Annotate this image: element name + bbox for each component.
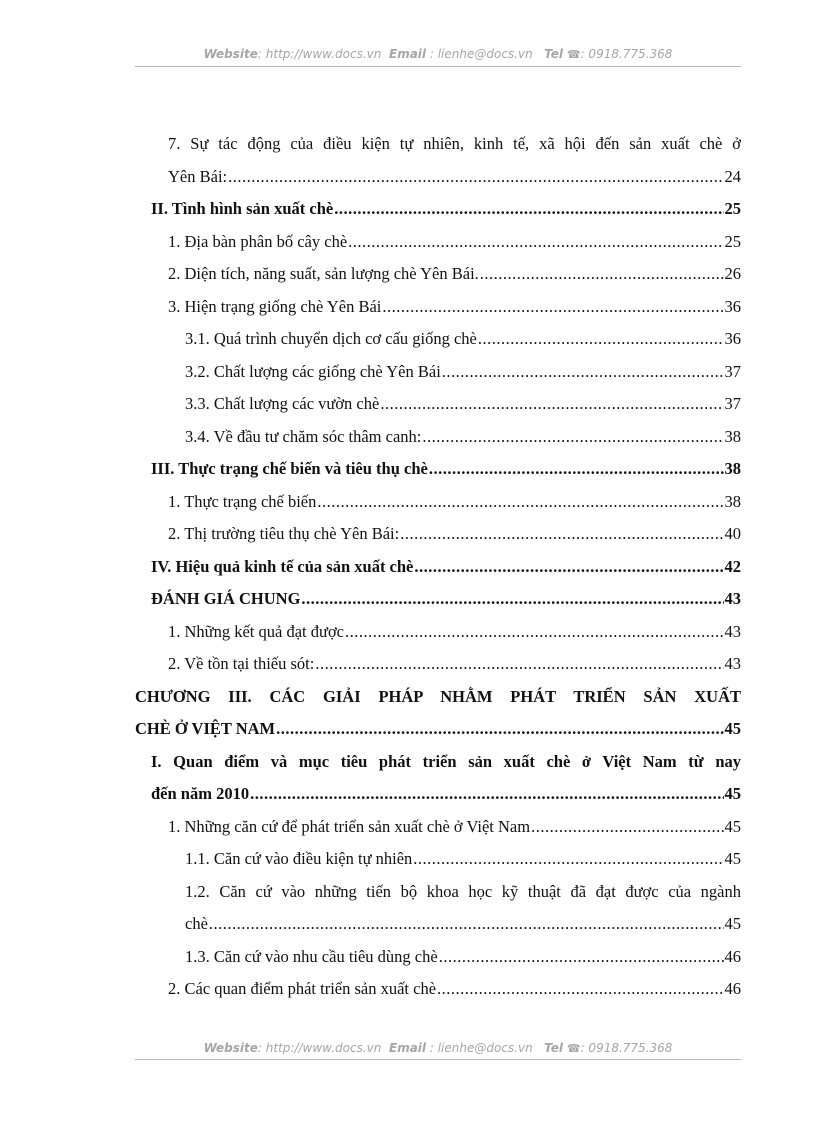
toc-entry-text: CHƯƠNG III. CÁC GIẢI PHÁP NHẰM PHÁT TRIỂN SẢN XUẤT: [135, 686, 741, 706]
leader-dots: [442, 362, 724, 382]
toc-page-number: 45: [724, 849, 741, 869]
footer-website-label: Website: [203, 1041, 258, 1055]
toc-entry-19[interactable]: [135, 811, 741, 844]
toc-page-number: 43: [724, 654, 741, 674]
leader-dots: [413, 849, 723, 869]
footer-email-label: Email: [389, 1041, 427, 1055]
toc-entry-21-line2[interactable]: [135, 908, 741, 941]
toc-entry-text: 2. Diện tích, năng suất, sản lượng chè Yên Bái.: [168, 264, 479, 284]
toc-entry-9[interactable]: [135, 421, 741, 454]
toc-entry-21-line1[interactable]: [135, 876, 741, 909]
toc-entry-16[interactable]: [135, 648, 741, 681]
toc-page-number: 45: [724, 816, 741, 836]
header-email-label: Email: [389, 47, 427, 61]
toc-page-number: 25: [724, 231, 741, 251]
toc-entry-text: I. Quan điểm và mục tiêu phát triển sản xuất chè ở Việt Nam từ nay: [151, 751, 741, 771]
toc-entry-20[interactable]: [135, 843, 741, 876]
toc-entry-text: III. Thực trạng chế biến và tiêu thụ chè: [151, 459, 428, 479]
toc-entry-text: II. Tình hình sản xuất chè: [151, 199, 334, 219]
leader-dots: [334, 199, 723, 219]
toc-page-number: 45: [724, 784, 741, 804]
header-website-label: Website: [203, 47, 258, 61]
toc-entry-text: 3.2. Chất lượng các giống chè Yên Bái: [185, 361, 441, 381]
footer-email-value[interactable]: : lienhe@docs.vn: [429, 1041, 533, 1055]
toc-entry-6[interactable]: [135, 323, 741, 356]
toc-page-number: 45: [724, 719, 741, 739]
toc-entry-5[interactable]: [135, 291, 741, 324]
header-website-value[interactable]: : http://www.docs.vn: [257, 47, 382, 61]
toc-entry-2[interactable]: [135, 193, 741, 226]
toc-entry-text: 1. Những kết quả đạt được: [168, 621, 344, 641]
page-header: [135, 47, 741, 61]
toc-entry-7[interactable]: [135, 356, 741, 389]
header-tel-value: : 0918.775.368: [580, 47, 673, 61]
leader-dots: [348, 232, 723, 252]
toc-entry-text: 1.2. Căn cứ vào những tiến bộ khoa học kỹ thuật đã đạt được của ngành: [185, 881, 741, 901]
page-footer: [135, 1041, 741, 1055]
leader-dots: [276, 719, 723, 739]
leader-dots: [345, 622, 724, 642]
toc-entry-1-line2[interactable]: [135, 161, 741, 194]
toc-entry-8[interactable]: [135, 388, 741, 421]
toc-entry-text: 1.3. Căn cứ vào nhu cầu tiêu dùng chè: [185, 946, 438, 966]
leader-dots: [209, 914, 724, 934]
toc-entry-14[interactable]: [135, 583, 741, 616]
leader-dots: [380, 394, 723, 414]
toc-page-number: 40: [724, 524, 741, 544]
toc-entry-11[interactable]: [135, 486, 741, 519]
toc-page-number: 46: [724, 979, 741, 999]
toc-entry-17-line2[interactable]: [135, 713, 741, 746]
toc-entry-22[interactable]: [135, 941, 741, 974]
leader-dots: [429, 459, 724, 479]
toc-page-number: 36: [724, 329, 741, 349]
toc-page-number: 36: [724, 296, 741, 316]
leader-dots: [400, 524, 723, 544]
leader-dots: [531, 817, 723, 837]
leader-dots: [317, 492, 723, 512]
toc-entry-text: 1. Địa bàn phân bố cây chè: [168, 231, 348, 251]
toc-page-number: 37: [724, 361, 741, 381]
leader-dots: [301, 589, 723, 609]
toc-page-number: 43: [724, 621, 741, 641]
leader-dots: [228, 167, 723, 187]
footer-website-value[interactable]: : http://www.docs.vn: [257, 1041, 382, 1055]
toc-entry-text: chè: [185, 914, 208, 934]
toc-entry-text: 3.1. Quá trình chuyển dịch cơ cấu giống chè: [185, 329, 477, 349]
toc-entry-3[interactable]: [135, 226, 741, 259]
header-tel-label: Tel: [544, 47, 564, 61]
leader-dots: [422, 427, 723, 447]
toc-entry-text: 1. Những căn cứ để phát triển sản xuất chè ở Việt Nam: [168, 816, 531, 836]
leader-dots: [480, 264, 724, 284]
toc-entry-15[interactable]: [135, 616, 741, 649]
toc-entry-text: 3.3. Chất lượng các vườn chè: [185, 394, 380, 414]
toc-entry-text: 1.1. Căn cứ vào điều kiện tự nhiên: [185, 849, 413, 869]
leader-dots: [250, 784, 723, 804]
toc-entry-18-line1[interactable]: [135, 746, 741, 779]
leader-dots: [478, 329, 724, 349]
footer-rule: [135, 1059, 741, 1060]
toc-page-number: 25: [724, 199, 741, 219]
toc-entry-13[interactable]: [135, 551, 741, 584]
toc-entry-text: IV. Hiệu quả kinh tế của sản xuất chè: [151, 556, 414, 576]
toc-entry-text: ĐÁNH GIÁ CHUNG: [151, 589, 301, 609]
toc-entry-text: 2. Về tồn tại thiếu sót:: [168, 654, 315, 674]
toc-entry-text: 1. Thực trạng chế biến: [168, 491, 317, 511]
toc-entry-12[interactable]: [135, 518, 741, 551]
header-email-value[interactable]: : lienhe@docs.vn: [429, 47, 533, 61]
toc-page-number: 45: [724, 914, 741, 934]
leader-dots: [382, 297, 723, 317]
table-of-contents: [135, 128, 741, 1006]
phone-icon: ☎: [566, 48, 581, 61]
toc-page-number: 42: [724, 556, 741, 576]
toc-entry-18-line2[interactable]: [135, 778, 741, 811]
footer-tel-value: : 0918.775.368: [580, 1041, 673, 1055]
toc-entry-23[interactable]: [135, 973, 741, 1006]
leader-dots: [414, 557, 723, 577]
header-rule: [135, 66, 741, 67]
toc-page-number: 37: [724, 394, 741, 414]
toc-page-number: 46: [724, 946, 741, 966]
toc-entry-text: 2. Các quan điểm phát triển sản xuất chè: [168, 979, 437, 999]
toc-page-number: 24: [724, 166, 741, 186]
toc-page-number: 38: [724, 491, 741, 511]
toc-entry-text: 2. Thị trường tiêu thụ chè Yên Bái:: [168, 524, 400, 544]
toc-entry-17-line1[interactable]: [135, 681, 741, 714]
phone-icon: ☎: [566, 1042, 581, 1055]
toc-entry-text: Yên Bái:: [168, 166, 228, 186]
leader-dots: [439, 947, 724, 967]
toc-entry-1-line1[interactable]: [135, 128, 741, 161]
toc-entry-text: CHÈ Ở VIỆT NAM: [135, 719, 276, 739]
toc-entry-text: 3. Hiện trạng giống chè Yên Bái: [168, 296, 382, 316]
toc-page-number: 26: [724, 264, 741, 284]
toc-entry-text: đến năm 2010: [151, 784, 250, 804]
toc-page-number: 38: [724, 426, 741, 446]
leader-dots: [437, 979, 723, 999]
toc-entry-text: 7. Sự tác động của điều kiện tự nhiên, kinh tế, xã hội đến sản xuất chè ở: [168, 134, 741, 154]
leader-dots: [315, 654, 723, 674]
toc-entry-4[interactable]: [135, 258, 741, 291]
toc-page-number: 38: [724, 459, 741, 479]
footer-tel-label: Tel: [544, 1041, 564, 1055]
toc-entry-text: 3.4. Về đầu tư chăm sóc thâm canh:: [185, 426, 422, 446]
toc-page-number: 43: [724, 589, 741, 609]
toc-entry-10[interactable]: [135, 453, 741, 486]
